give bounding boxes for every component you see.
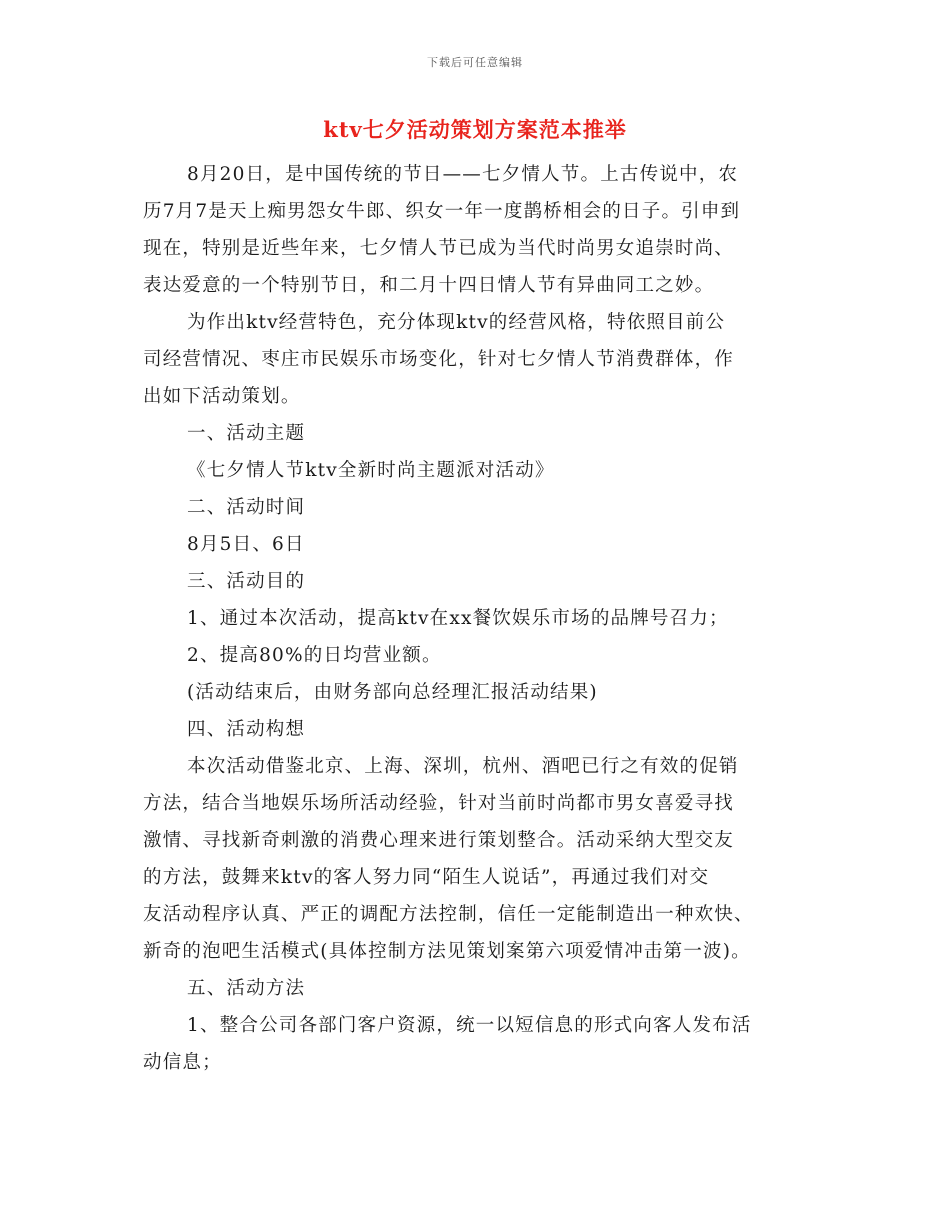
text-line: 《七夕情人节ktv全新时尚主题派对活动》 — [187, 460, 555, 481]
text-line: 表达爱意的一个特别节日，和二月十四日情人节有异曲同工之妙。 — [143, 275, 715, 296]
document-body — [143, 156, 809, 1081]
text-line: 友活动程序认真、严正的调配方法控制，信任一定能制造出一种欢快、 — [143, 904, 754, 925]
text-line: 现在，特别是近些年来，七夕情人节已成为当代时尚男女追崇时尚、 — [143, 238, 735, 259]
text-line: 二、活动时间 — [187, 497, 306, 518]
text-line: 新奇的泡吧生活模式(具体控制方法见策划案第六项爱情冲击第一波)。 — [143, 941, 751, 962]
text-line: (活动结束后，由财务部向总经理汇报活动结果) — [187, 682, 598, 703]
text-line: 历7月7是天上痴男怨女牛郎、织女一年一度鹊桥相会的日子。引申到 — [143, 201, 741, 222]
text-line: 动信息； — [143, 1052, 222, 1073]
text-line: 四、活动构想 — [187, 719, 306, 740]
text-line: 8月20日，是中国传统的节日——七夕情人节。上古传说中，农 — [187, 164, 739, 185]
text-line: 本次活动借鉴北京、上海、深圳，杭州、酒吧已行之有效的促销 — [187, 756, 739, 777]
text-line: 五、活动方法 — [187, 978, 306, 999]
header-note: 下载后可任意编辑 — [427, 56, 523, 69]
text-line: 司经营情况、枣庄市民娱乐市场变化，针对七夕情人节消费群体，作 — [143, 349, 735, 370]
document-title: ktv七夕活动策划方案范本推举 — [323, 117, 627, 142]
text-line: 1、通过本次活动，提高ktv在xx餐饮娱乐市场的品牌号召力； — [187, 608, 729, 629]
text-line: 为作出ktv经营特色，充分体现ktv的经营风格，特依照目前公 — [187, 312, 726, 333]
text-line: 方法，结合当地娱乐场所活动经验，针对当前时尚都市男女喜爱寻找 — [143, 793, 735, 814]
text-line: 的方法，鼓舞来ktv的客人努力同“陌生人说话”，再通过我们对交 — [143, 867, 710, 888]
text-line: 1、整合公司各部门客户资源，统一以短信息的形式向客人发布活 — [187, 1015, 752, 1036]
text-line: 2、提高80%的日均营业额。 — [187, 645, 442, 666]
text-line: 三、活动目的 — [187, 571, 306, 592]
text-line: 一、活动主题 — [187, 423, 306, 444]
text-line: 激情、寻找新奇刺激的消费心理来进行策划整合。活动采纳大型交友 — [143, 830, 735, 851]
text-line: 出如下活动策划。 — [143, 386, 301, 407]
text-line: 8月5日、6日 — [187, 534, 305, 555]
